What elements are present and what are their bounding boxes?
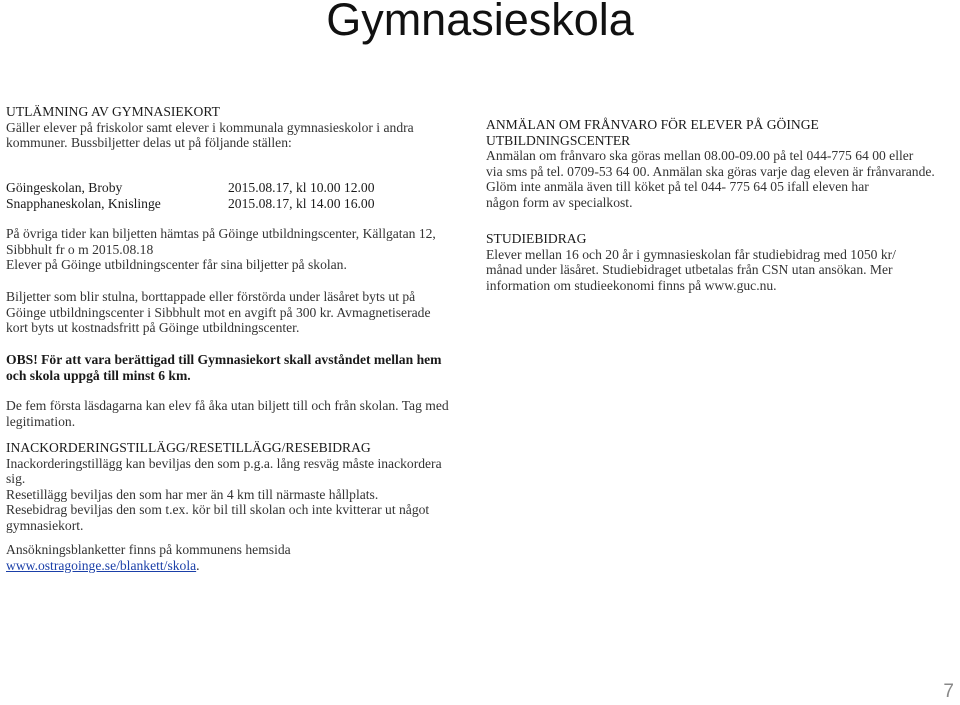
absence-heading: ANMÄLAN OM FRÅNVARO FÖR ELEVER PÅ GÖINGE bbox=[486, 117, 819, 132]
schedule-row bbox=[6, 180, 456, 196]
first-days-text-line: De fem första läsdagarna kan elev få åka utan biljett till och från skolan. Tag med bbox=[6, 398, 449, 413]
lost-cards-text-line: Biljetter som blir stulna, borttappade eller förstörda under läsåret byts ut på bbox=[6, 289, 416, 304]
allowances-text-line: gymnasiekort. bbox=[6, 517, 84, 533]
utlamning-text-line: Gäller elever på friskolor samt elever i kommunala gymnasieskolor i andra bbox=[6, 119, 414, 135]
first-days-section bbox=[6, 398, 456, 429]
allowances-text-line: Inackorderingstillägg kan beviljas den som p.g.a. lång resväg måste inackordera bbox=[6, 455, 442, 471]
schedule-place: Snapphaneskolan, Knislinge bbox=[6, 195, 161, 211]
absence-text-line: någon form av specialkost. bbox=[486, 194, 633, 210]
absence-section bbox=[486, 117, 956, 210]
pickup-text-line: Sibbhult fr o m 2015.08.18 bbox=[6, 241, 154, 257]
pickup-text-line: På övriga tider kan biljetten hämtas på Göinge utbildningscenter, Källgatan 12, bbox=[6, 226, 436, 241]
page-number: 7 bbox=[943, 681, 954, 702]
study-grant-section bbox=[486, 231, 956, 293]
obs-text-line: OBS! För att vara berättigad till Gymnasiekort skall avståndet mellan hem bbox=[6, 352, 442, 367]
forms-section bbox=[6, 542, 456, 573]
allowances-heading: INACKORDERINGSTILLÄGG/RESETILLÄGG/RESEBIDRAG bbox=[6, 440, 371, 455]
study-grant-heading: STUDIEBIDRAG bbox=[486, 231, 587, 246]
page-title: Gymnasieskola bbox=[326, 0, 634, 45]
utlamning-text-line: kommuner. Bussbiljetter delas ut på följande ställen: bbox=[6, 135, 292, 150]
study-grant-text-line: information om studieekonomi finns på www.guc.nu. bbox=[486, 277, 777, 293]
lost-cards-section bbox=[6, 289, 456, 336]
allowances-text-line: Resebidrag beviljas den som t.ex. kör bil till skolan och inte kvitterar ut något bbox=[6, 502, 430, 517]
obs-notice bbox=[6, 352, 456, 383]
allowances-text-line: Resetillägg beviljas den som har mer än 4 km till närmaste hållplats. bbox=[6, 486, 379, 502]
schedule-place: Göingeskolan, Broby bbox=[6, 180, 123, 195]
forms-link-period: . bbox=[196, 557, 200, 573]
utlamning-heading: UTLÄMNING AV GYMNASIEKORT bbox=[6, 104, 220, 119]
forms-text-line: Ansökningsblanketter finns på kommunens hemsida bbox=[6, 542, 291, 557]
absence-text-line: Anmälan om frånvaro ska göras mellan 08.00-09.00 på tel 044-775 64 00 eller bbox=[486, 148, 914, 163]
absence-text-line: via sms på tel. 0709-53 64 00. Anmälan ska göras varje dag eleven är frånvarande. bbox=[486, 163, 935, 179]
pickup-text-line: Elever på Göinge utbildningscenter får sina biljetter på skolan. bbox=[6, 257, 347, 272]
pickup-section bbox=[6, 226, 456, 273]
allowances-section bbox=[6, 440, 456, 533]
absence-heading: UTBILDNINGSCENTER bbox=[486, 132, 631, 148]
schedule-row bbox=[6, 196, 456, 212]
obs-text-line: och skola uppgå till minst 6 km. bbox=[6, 367, 191, 383]
study-grant-text-line: månad under läsåret. Studiebidraget utbetalas från CSN utan ansökan. Mer bbox=[486, 262, 893, 277]
lost-cards-text-line: Göinge utbildningscenter i Sibbhult mot en avgift på 300 kr. Avmagnetiserade bbox=[6, 304, 431, 320]
first-days-text-line: legitimation. bbox=[6, 413, 76, 429]
schedule-time: 2015.08.17, kl 14.00 16.00 bbox=[228, 195, 375, 211]
utlamning-section bbox=[6, 104, 456, 151]
absence-text-line: Glöm inte anmäla även till köket på tel 044- 775 64 05 ifall eleven har bbox=[486, 179, 869, 194]
schedule-time: 2015.08.17, kl 10.00 12.00 bbox=[228, 180, 375, 195]
forms-link[interactable]: www.ostragoinge.se/blankett/skola bbox=[6, 557, 197, 573]
schedule-table bbox=[6, 180, 456, 211]
study-grant-text-line: Elever mellan 16 och 20 år i gymnasieskolan får studiebidrag med 1050 kr/ bbox=[486, 246, 896, 262]
allowances-text-line: sig. bbox=[6, 471, 26, 486]
lost-cards-text-line: kort byts ut kostnadsfritt på Göinge utbildningscenter. bbox=[6, 320, 300, 335]
